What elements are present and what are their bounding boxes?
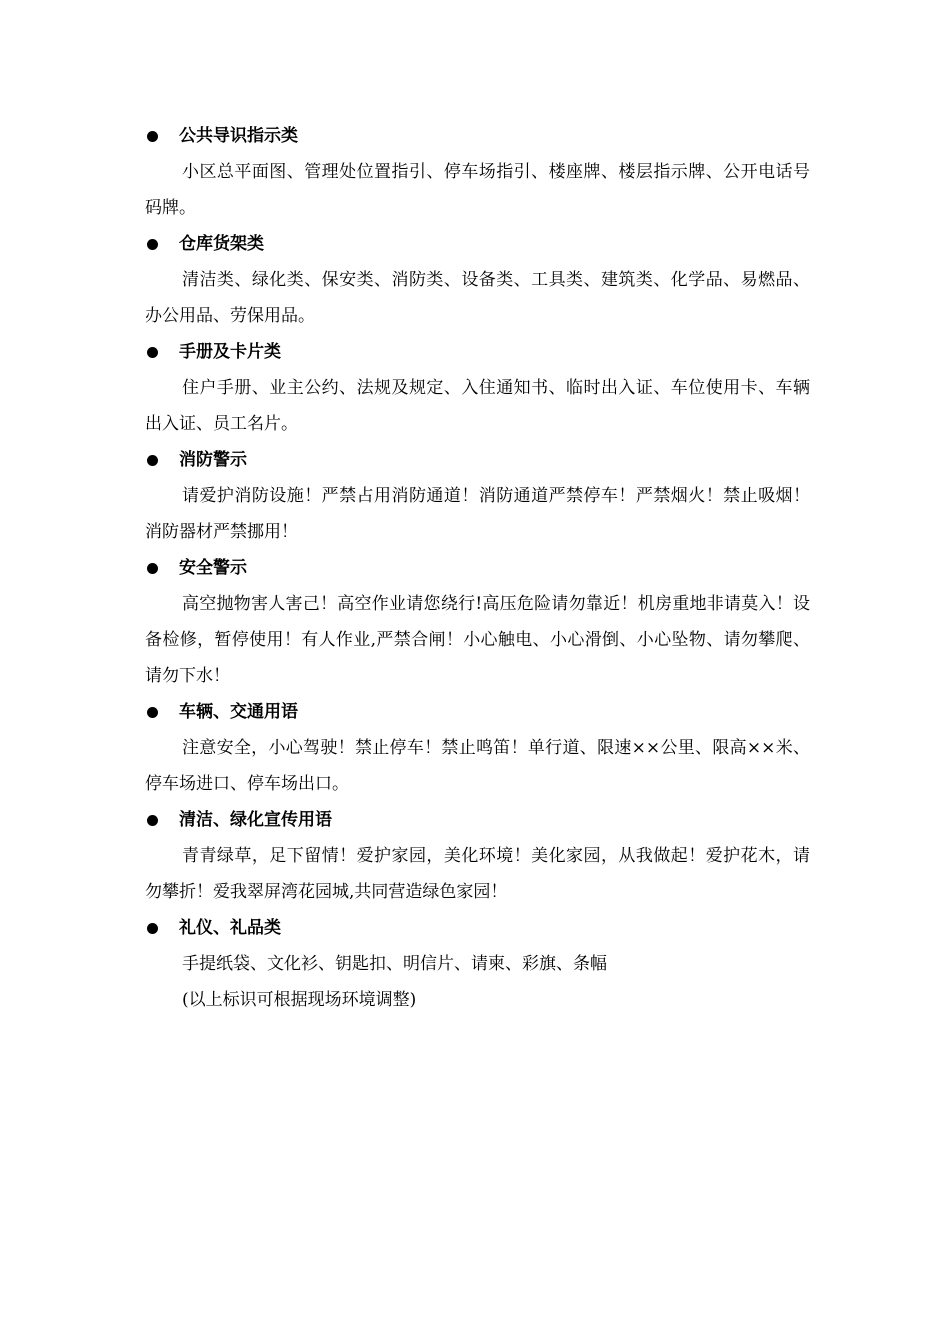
- section-body: 高空抛物害人害己！高空作业请您绕行!高压危险请勿靠近！机房重地非请莫入！设备检修，暂停使用！有人作业,严禁合闸！小心触电、小心滑倒、小心坠物、请勿攀爬、请勿下水！: [145, 594, 810, 686]
- document-content: [145, 118, 810, 1018]
- section-public-signage: [145, 118, 810, 226]
- section-heading-row: [145, 334, 810, 370]
- section-heading-row: [145, 910, 810, 946]
- bullet-icon: [147, 347, 158, 358]
- section-heading-row: [145, 118, 810, 154]
- section-heading-row: [145, 226, 810, 262]
- section-heading-row: [145, 802, 810, 838]
- section-body: 清洁类、绿化类、保安类、消防类、设备类、工具类、建筑类、化学品、易燃品、办公用品、劳保用品。: [145, 270, 810, 326]
- section-heading-row: [145, 442, 810, 478]
- section-heading-row: [145, 550, 810, 586]
- section-heading: 仓库货架类: [179, 234, 264, 254]
- bullet-icon: [147, 455, 158, 466]
- section-manuals-cards: [145, 334, 810, 442]
- section-body: 住户手册、业主公约、法规及规定、入住通知书、临时出入证、车位使用卡、车辆出入证、员工名片。: [145, 378, 810, 434]
- section-body: 注意安全，小心驾驶！禁止停车！禁止鸣笛！单行道、限速××公里、限高××米、停车场进口、停车场出口。: [145, 738, 810, 794]
- section-heading: 车辆、交通用语: [179, 702, 298, 722]
- section-body: 手提纸袋、文化衫、钥匙扣、明信片、请柬、彩旗、条幅: [182, 954, 607, 974]
- bullet-icon: [147, 815, 158, 826]
- section-etiquette-gifts: [145, 910, 810, 982]
- section-heading-row: [145, 694, 810, 730]
- bullet-icon: [147, 131, 158, 142]
- bullet-icon: [147, 239, 158, 250]
- section-heading: 清洁、绿化宣传用语: [179, 810, 332, 830]
- bullet-icon: [147, 707, 158, 718]
- section-safety-warning: [145, 550, 810, 694]
- section-heading: 公共导识指示类: [179, 126, 298, 146]
- section-heading: 消防警示: [179, 450, 247, 470]
- bullet-icon: [147, 563, 158, 574]
- section-traffic-terms: [145, 694, 810, 802]
- section-cleaning-greening: [145, 802, 810, 910]
- section-body: 小区总平面图、管理处位置指引、停车场指引、楼座牌、楼层指示牌、公开电话号码牌。: [145, 162, 810, 218]
- section-heading: 安全警示: [179, 558, 247, 578]
- section-heading: 礼仪、礼品类: [179, 918, 281, 938]
- section-body: 请爱护消防设施！严禁占用消防通道！消防通道严禁停车！严禁烟火！禁止吸烟！消防器材严禁挪用！: [145, 486, 810, 542]
- section-heading: 手册及卡片类: [179, 342, 281, 362]
- adjustment-note: (以上标识可根据现场环境调整): [182, 990, 417, 1010]
- bullet-icon: [147, 923, 158, 934]
- section-warehouse-shelves: [145, 226, 810, 334]
- section-fire-warning: [145, 442, 810, 550]
- section-body: 青青绿草，足下留情！爱护家园，美化环境！美化家园，从我做起！爱护花木，请勿攀折！爱我翠屏湾花园城,共同营造绿色家园！: [145, 846, 810, 902]
